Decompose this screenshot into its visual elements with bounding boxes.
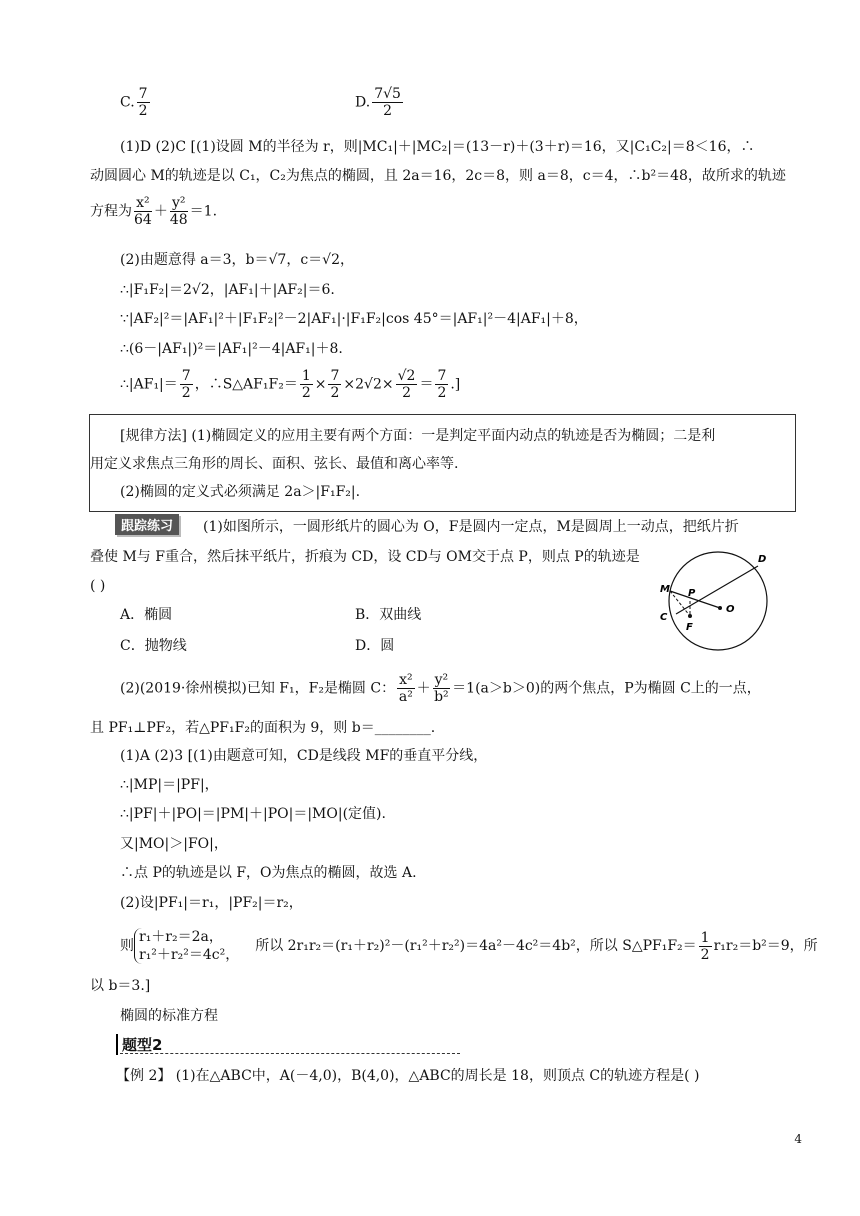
track-tag: 跟踪练习 (115, 514, 179, 535)
question-2-line-2: 且 PF₁⊥PF₂，若△PF₁F₂的面积为 9，则 b＝________. (90, 720, 436, 736)
track-option-a: A．椭圆 (120, 607, 173, 623)
answer-2-line-5 (120, 368, 460, 401)
option-c-fraction (137, 86, 150, 119)
answer-2-line-3: ∵|AF₂|²＝|AF₁|²＋|F₁F₂|²－2|AF₁|·|F₁F₂|cos 45°＝|AF₁|²－4|AF₁|＋8， (120, 311, 588, 327)
label-m: M (660, 584, 670, 595)
label-d: D (758, 554, 767, 565)
question-2-line-1 (120, 672, 761, 705)
track-option-b: B．双曲线 (355, 607, 422, 623)
text: 所以 2r₁r₂＝(r₁＋r₂)²－(r₁²＋r₂²)＝4a²－4c²＝4b²，所以 S△PF₁F₂＝ (255, 938, 697, 954)
point-o (718, 606, 722, 610)
frac-denominator: 64 (134, 212, 152, 228)
option-d (355, 86, 405, 119)
dashed-divider (120, 1053, 460, 1054)
text: 方程为 (90, 203, 132, 220)
fraction (397, 672, 415, 705)
frac-denominator: 2 (138, 103, 148, 119)
solution-line-8: 以 b＝3.] (90, 978, 151, 994)
text: × (314, 376, 327, 393)
section-heading: 椭圆的标准方程 (120, 1008, 218, 1024)
solution-line-5: ∴点 P的轨迹是以 F，O为焦点的椭圆，故选 A. (120, 865, 417, 881)
option-c (120, 86, 152, 119)
frac-denominator: 2 (437, 385, 447, 401)
answer-2-line-2: ∴|F₁F₂|＝2√2，|AF₁|＋|AF₂|＝6. (120, 282, 335, 298)
solution-line-2: ∴|MP|＝|PF|， (120, 777, 219, 793)
example-2: 【例 2】 (1)在△ABC中，A(－4,0)，B(4,0)，△ABC的周长是 18，则顶点 C的轨迹方程是( ) (116, 1068, 700, 1084)
frac-numerator: y² (170, 195, 188, 212)
frac-denominator: b² (434, 689, 449, 705)
frac-denominator: 2 (330, 385, 340, 401)
frac-denominator: 2 (402, 385, 411, 401)
method-line-1: [规律方法] (1)椭圆定义的应用主要有两个方面：一是判定平面内动点的轨迹是否为椭圆；二是利 (120, 428, 716, 444)
text: 则 (120, 938, 134, 954)
fraction (180, 368, 193, 401)
option-d-label: D. (355, 94, 371, 111)
frac-numerator: 7√5 (374, 86, 401, 102)
track-option-c: C．抛物线 (120, 638, 187, 654)
fraction (134, 195, 152, 228)
text: ×2√2× (343, 376, 394, 393)
text: ，∴S△AF₁F₂＝ (194, 376, 298, 393)
text: .] (450, 376, 461, 393)
equation: r₁²＋r₂²＝4c²， (139, 947, 240, 963)
method-line-3: (2)椭圆的定义式必须满足 2a＞|F₁F₂|. (120, 484, 361, 500)
equation: r₁＋r₂＝2a， (139, 929, 223, 945)
fraction (396, 368, 418, 401)
frac-numerator: y² (434, 672, 449, 688)
text: (2)(2019·徐州模拟)已知 F₁，F₂是椭圆 C： (120, 680, 396, 697)
frac-denominator: a² (398, 689, 413, 705)
frac-numerator: x² (399, 672, 413, 688)
solution-line-6: (2)设|PF₁|＝r₁，|PF₂|＝r₂， (120, 895, 303, 911)
fraction (699, 930, 712, 963)
text: ＋ (153, 203, 168, 220)
track-line-3: ( ) (90, 578, 106, 594)
solution-line-4: 又|MO|＞|FO|， (120, 836, 228, 852)
frac-denominator: 2 (383, 103, 393, 119)
answer-1-line-1: (1)D (2)C [(1)设圆 M的半径为 r，则|MC₁|＋|MC₂|＝(13－r)＋(3＋r)＝16，又|C₁C₂|＝8＜16，∴ (120, 139, 755, 155)
frac-denominator: 2 (301, 385, 311, 401)
circle-paper (669, 552, 767, 650)
frac-numerator: 7 (138, 86, 148, 102)
text: ∴|AF₁|＝ (120, 376, 178, 393)
text: ＝1. (189, 203, 218, 220)
track-line-2: 叠使 M与 F重合，然后抹平纸片，折痕为 CD，设 CD与 OM交于点 P，则点 P的轨迹是 (90, 549, 640, 565)
frac-numerator: 7 (330, 368, 340, 384)
text: ＝1(a＞b＞0)的两个焦点，P为椭圆 C上的一点， (452, 680, 761, 697)
label-c: C (660, 612, 668, 623)
fraction (433, 672, 451, 705)
answer-2-line-1: (2)由题意得 a＝3，b＝√7，c＝√2， (120, 252, 354, 268)
option-c-label: C. (120, 94, 135, 111)
frac-numerator: √2 (397, 368, 416, 384)
fraction (170, 195, 188, 228)
frac-denominator: 48 (169, 212, 188, 228)
option-d-fraction (372, 86, 403, 119)
answer-1-line-2: 动圆圆心 M的轨迹是以 C₁，C₂为焦点的椭圆，且 2a＝16，2c＝8，则 a＝8，c＝4，∴b²＝48，故所求的轨迹 (90, 168, 786, 184)
fraction (300, 368, 313, 401)
solution-line-7 (120, 928, 818, 964)
frac-denominator: 2 (700, 946, 710, 963)
solution-line-3: ∴|PF|＋|PO|＝|PM|＋|PO|＝|MO|(定值). (120, 806, 386, 822)
label-p: P (688, 588, 696, 599)
answer-1-line-3 (90, 195, 217, 228)
method-line-2: 用定义求焦点三角形的周长、面积、弦长、最值和离心率等. (90, 456, 459, 472)
text: ＝ (419, 376, 434, 393)
frac-numerator: x² (134, 195, 152, 212)
frac-numerator: 1 (700, 929, 710, 946)
type-label: 题型2 (116, 1034, 162, 1055)
equation-system (134, 928, 239, 964)
point-f (688, 614, 692, 618)
fraction (435, 368, 448, 401)
track-option-d: D．圆 (355, 638, 395, 654)
text: ＋ (416, 680, 431, 697)
page-number: 4 (794, 1132, 802, 1146)
frac-denominator: 2 (181, 385, 191, 401)
track-line-1: (1)如图所示，一圆形纸片的圆心为 O，F是圆内一定点，M是圆周上一动点，把纸片折 (203, 519, 739, 535)
circle-figure (648, 548, 778, 653)
solution-line-1: (1)A (2)3 [(1)由题意可知，CD是线段 MF的垂直平分线， (120, 748, 488, 764)
frac-numerator: 7 (437, 368, 447, 384)
fraction (328, 368, 341, 401)
label-o: O (726, 604, 735, 615)
frac-numerator: 1 (301, 368, 311, 384)
answer-2-line-4: ∴(6－|AF₁|)²＝|AF₁|²－4|AF₁|＋8. (120, 341, 343, 357)
frac-numerator: 7 (181, 368, 191, 384)
text: r₁r₂＝b²＝9，所 (713, 938, 818, 954)
label-f: F (686, 622, 693, 633)
